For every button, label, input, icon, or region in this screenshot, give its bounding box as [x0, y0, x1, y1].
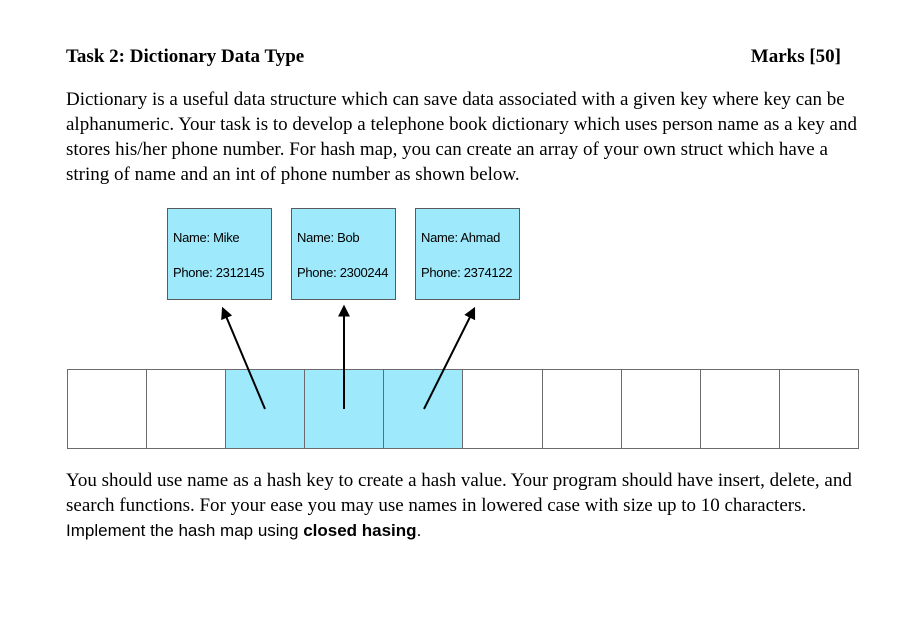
- arrow-ahmad: [424, 309, 474, 409]
- entry-phone: Phone: 2300244: [297, 265, 389, 280]
- closing-paragraph: [66, 468, 866, 543]
- entry-phone: Phone: 2312145: [173, 265, 265, 280]
- closing-instruction: Implement the hash map using: [66, 521, 304, 540]
- entry-name: Name: Mike: [173, 230, 240, 245]
- task-title: Task 2: Dictionary Data Type: [66, 46, 305, 67]
- closing-text: You should use name as a hash key to create a hash value. Your program should have insert, delete, and search functions. For your ease you may use names in lowered case with size up to 10 characters.: [66, 470, 852, 516]
- entry-name: Name: Ahmad: [421, 230, 501, 245]
- closing-period: .: [416, 521, 422, 540]
- entry-phone: Phone: 2374122: [421, 265, 513, 280]
- closing-method: closed hasing: [303, 521, 417, 540]
- intro-paragraph: Dictionary is a useful data structure which can save data associated with a given key where key can be alphanumeric. Your task is to develop a telephone book dictionary which uses person name as a key and stores his/her phone number. For hash map, you can create an array of your own struct which have a string of name and an int of phone number as shown below.: [66, 89, 857, 185]
- arrow-mike: [223, 309, 265, 409]
- entry-name: Name: Bob: [297, 230, 360, 245]
- task-marks: Marks [50]: [750, 46, 841, 67]
